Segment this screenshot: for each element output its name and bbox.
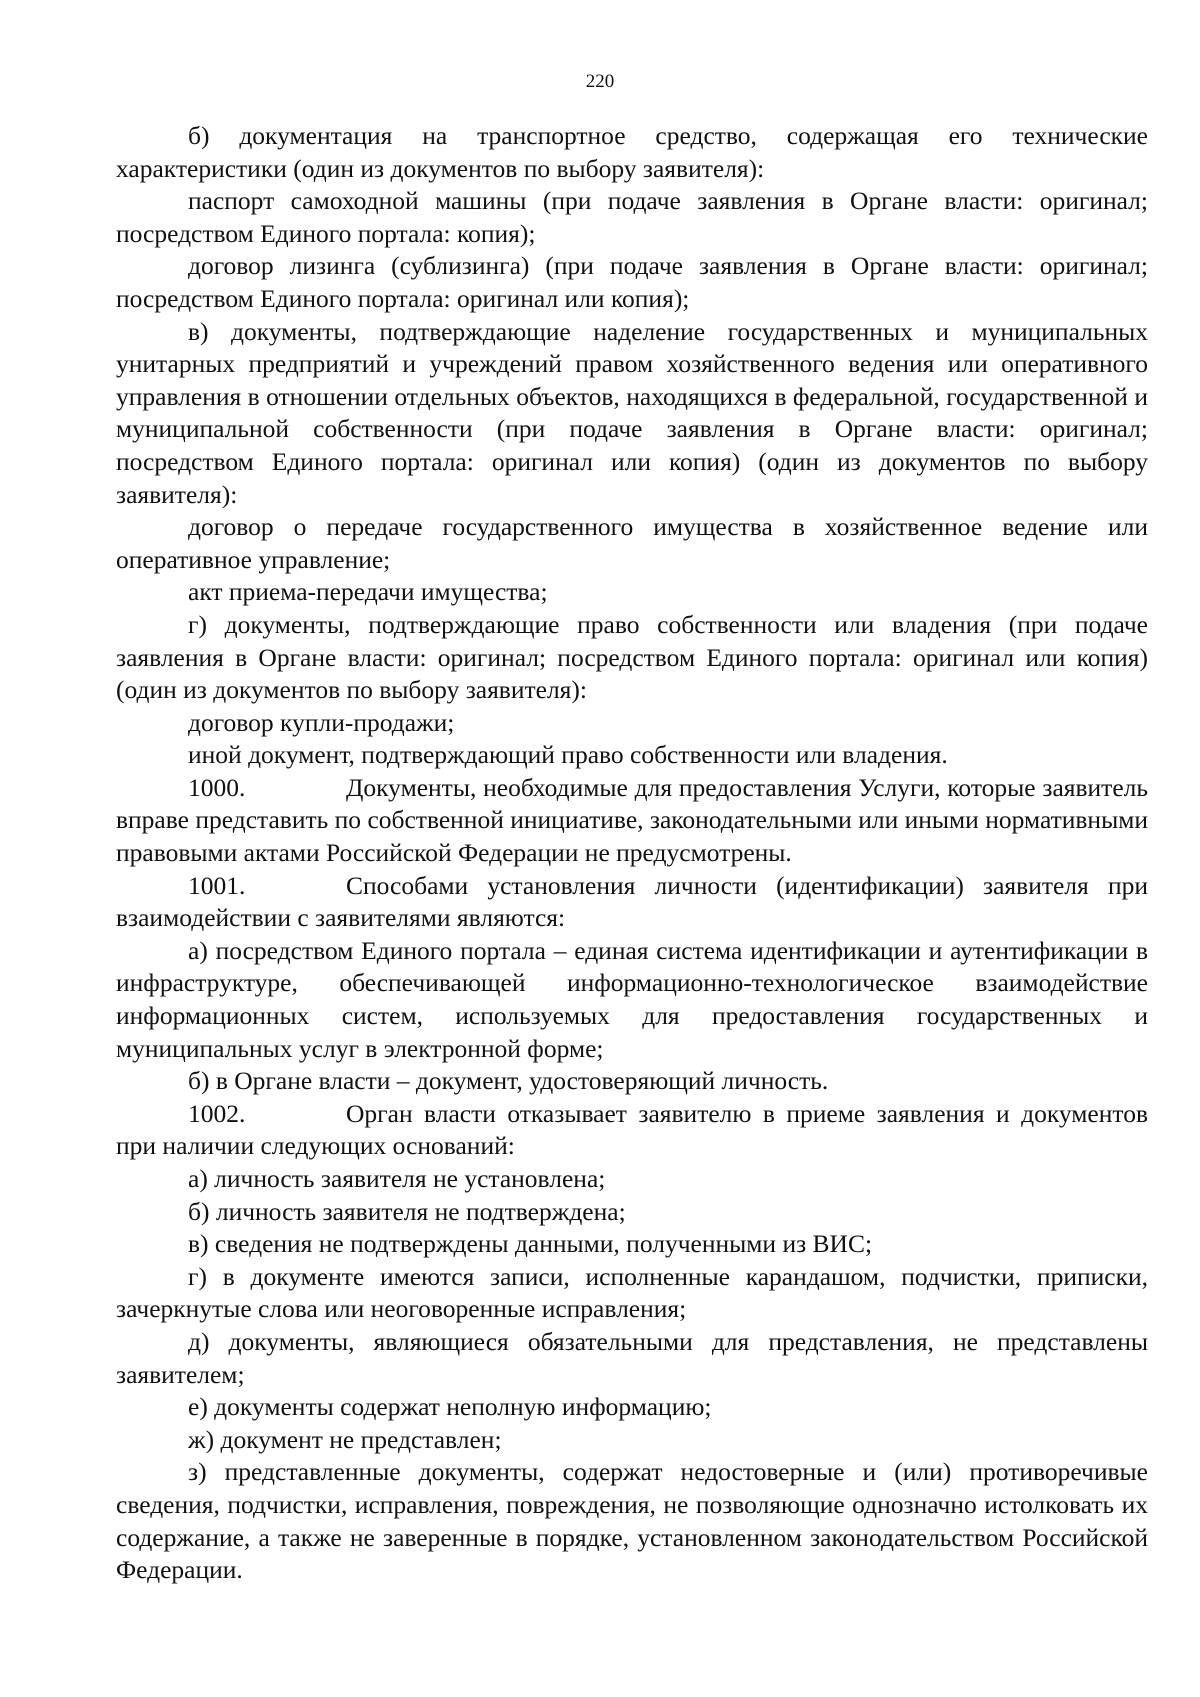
paragraph: акт приема-передачи имущества; <box>188 577 548 607</box>
clause-1000 <box>116 772 1148 870</box>
paragraph: в) документы, подтверждающие наделение государственных и муниципальных унитарных предприятий и учреждений правом хозяйственного ведения или оперативного управления в отношении отдельных объектов, находящихся в федеральной, государственной и муниципальной собственности (при подаче заявления в Органе власти: оригинал; посредством Единого портала: оригинал или копия) (один из документов по выбору заявителя): <box>116 316 1148 509</box>
clause-item: б) в Органе власти – документ, удостоверяющий личность. <box>188 1066 829 1096</box>
paragraph: паспорт самоходной машины (при подаче заявления в Органе власти: оригинал; посредством Единого портала: копия); <box>116 186 1148 248</box>
clause-text: Орган власти отказывает заявителю в приеме заявления и документов при наличии следующих оснований: <box>116 1098 1148 1161</box>
clause-item: б) личность заявителя не подтверждена; <box>188 1196 626 1226</box>
paragraph: договор о передаче государственного имущества в хозяйственное ведение или оперативное управление; <box>116 512 1148 574</box>
clause-number: 1000. <box>188 772 246 802</box>
clause-1001 <box>116 870 1148 935</box>
clause-item: з) представленные документы, содержат недостоверные и (или) противоречивые сведения, подчистки, исправления, повреждения, не позволяющие однозначно истолковать их содержание, а также не заверенные в порядке, установленном законодательством Российской Федерации. <box>116 1457 1148 1585</box>
clause-item: а) личность заявителя не установлена; <box>188 1164 606 1193</box>
clause-text: Документы, необходимые для предоставления Услуги, которые заявитель вправе представить по собственной инициативе, законодательными или иными нормативными правовыми актами Российской Федерации не предусмотрены. <box>116 772 1148 868</box>
clause-number: 1002. <box>188 1098 246 1128</box>
clause-number: 1001. <box>188 870 246 900</box>
paragraph: договор купли-продажи; <box>188 707 455 737</box>
clause-1002 <box>116 1098 1148 1163</box>
clause-item: в) сведения не подтверждены данными, полученными из ВИС; <box>188 1229 873 1259</box>
paragraph: договор лизинга (сублизинга) (при подаче заявления в Органе власти: оригинал; посредством Единого портала: оригинал или копия); <box>116 251 1148 313</box>
clause-item: а) посредством Единого портала – единая система идентификации и аутентификации в инфраструктуре, обеспечивающей информационно-технологическое взаимодействие информационных систем, используемых для предоставления государственных и муниципальных услуг в электронной форме; <box>116 935 1148 1063</box>
clause-item: д) документы, являющиеся обязательными для представления, не представлены заявителем; <box>116 1326 1148 1389</box>
document-body <box>116 120 1148 1587</box>
clause-item: е) документы содержат неполную информацию; <box>188 1392 712 1422</box>
clause-text: Способами установления личности (идентификации) заявителя при взаимодействии с заявителями являются: <box>116 870 1148 933</box>
page-number: 220 <box>585 71 615 92</box>
paragraph: иной документ, подтверждающий право собственности или владения. <box>188 740 948 770</box>
clause-item: ж) документ не представлен; <box>188 1424 502 1454</box>
paragraph: б) документация на транспортное средство, содержащая его технические характеристики (один из документов по выбору заявителя): <box>116 121 1148 183</box>
clause-item: г) в документе имеются записи, исполненные карандашом, подчистки, приписки, зачеркнутые слова или неоговоренные исправления; <box>116 1261 1148 1324</box>
paragraph: г) документы, подтверждающие право собственности или владения (при подаче заявления в Органе власти: оригинал; посредством Единого портала: оригинал или копия) (один из документов по выбору заявителя): <box>116 609 1148 705</box>
